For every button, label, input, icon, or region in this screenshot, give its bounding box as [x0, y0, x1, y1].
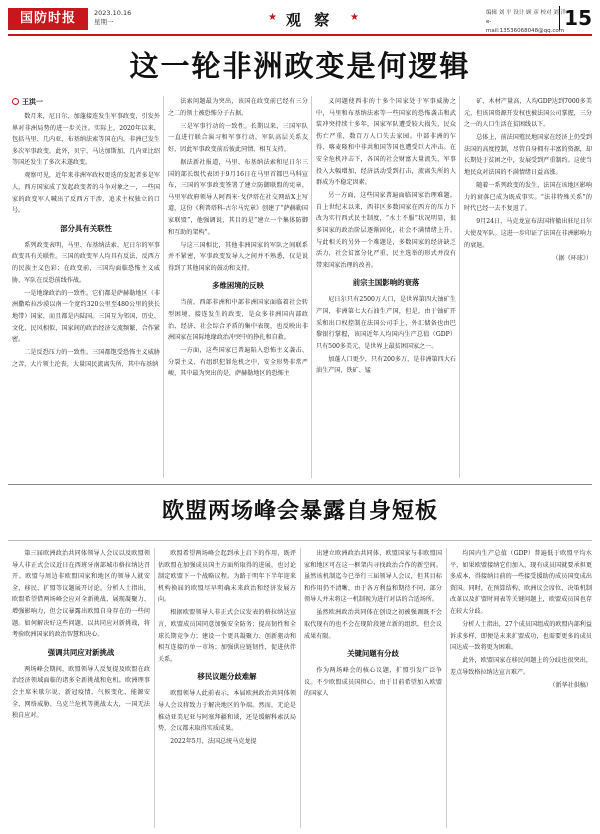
issue-date [94, 9, 131, 27]
paragraph: 二是反恐压力的一致性。三国都饱受恐怖主义威胁之苦，大片领土沦丧，大量国民流离失所，其中布基纳 [12, 349, 160, 368]
top-story-column-4 [464, 96, 592, 478]
paragraph: 出建立欧洲政治共同体，欧盟国家与非欧盟国家和地区可在这一框架内寻找政治合作的新空间。虽然该机制迄今已举行三届领导人会议，但其目标和作用仍不清晰，由于各方利益和期待不同，部分领导人并未将这一机制视为进行对话的合适场所。 [304, 550, 442, 604]
subheading: 移民议题分歧难解 [197, 672, 257, 682]
paragraph: 9月24日，马克龙宣布法国将撤出驻尼日尔大使及军队。这进一步印证了法国在非洲影响力的衰退。 [464, 218, 592, 249]
paragraph: 矿、木材产量高，人均GDP达到7000多美元，但该国资源开发权也被法国公司掌握，三分之一的人口生活在贫困线以下。 [464, 98, 592, 129]
editor-email: e-mail:13536068048@qq.com [486, 19, 565, 34]
paragraph: 数月来，尼日尔、加蓬接连发生军事政变，引发外界对非洲局势的进一步关注。实际上，2020年以来，包括马里、几内亚、布基纳法索等国在内，非洲已发生多次军事政变。此外，贝宁、马达加斯加、几内亚比绍等国还发生了多次未遂政变。 [12, 113, 160, 167]
masthead [8, 6, 592, 34]
circle-icon [12, 98, 19, 105]
paragraph: 当前，西部非洲和中部非洲国家面临着社会转型困境，接连发生的政变，是众多非洲国内部政治、经济、社会综合矛盾的集中表现，也反映出非洲国家在国际地缘政治冲突中的挣扎和自救。 [168, 299, 308, 342]
paragraph: 义问题使西非的十多个国家处于军事威胁之中，马里和布基纳法索等一些国家的恐怖袭击和武装冲突持续十多年，国家军队遭受较大损失，民众伤亡严重，数百万人口失去家园。中部非洲的乍得、喀麦隆和中非共和国等国也遭受巨大冲击。在安全危机冲击下，各国的社会财富大量流失，军事投入大幅增加，经济活动受到打击，流离失所的人群成为不稳定因素。 [316, 98, 456, 187]
paragraph: 作为两场峰会的核心议题，扩盟引发广泛争议。不少欧盟成员国担心，由于目前希望加入欧盟的国家人 [304, 667, 442, 698]
subheading: 部分具有关联性 [60, 223, 112, 233]
bottom-story-column-3 [304, 548, 442, 828]
bottom-story-column-2 [158, 548, 296, 828]
column-rule [446, 548, 447, 828]
editors-info [486, 9, 566, 36]
subheading: 关键问题有分歧 [347, 649, 399, 659]
source-credit: （新华社供稿） [549, 682, 592, 690]
paragraph: 加蓬人口更少，只有200多万，是非洲第四大石油生产国，铁矿、锰 [316, 355, 456, 375]
top-story-column-3 [316, 96, 456, 478]
paragraph: 一方面，这些国家已普遍陷入恐怖主义袭击、分裂主义、有组织犯罪危机之中，安全形势非常严峻，其中最为突出的是，萨赫勒地区的恐怖主 [168, 347, 308, 378]
star-icon: ★ [268, 12, 277, 23]
subheading: 多维困境的反映 [212, 281, 264, 291]
column-rule [154, 548, 155, 828]
paragraph: 与这三国相比，其他非洲国家的军队之间联系并不紧密，军事政变发导人之间并不熟悉，仅是说得到了其他国家的鼓动和支持。 [168, 241, 308, 272]
subheading: 强调共同应对新挑战 [47, 647, 115, 657]
paragraph: 虽然欧洲政治共同体在创设之初被强调既不会取代现有的也不会在现阶段建立新的组织，但会议成果有限。 [304, 609, 442, 640]
bottom-story-headline: 欧盟两场峰会暴露自身短板 [161, 499, 438, 524]
headline-rule [8, 540, 592, 541]
paragraph: 另一方面，这些国家普遍面临国家治理难题。自上世纪末以来，西非区多数国家在西方的压力下改为实行西式民主制度，“水土不服”状况明显，很多国家的政治阶层逐渐固化，社会不满情绪上升。与此相关的另外一个难题是，多数国家的经济缺乏活力，社会贫富分化严重，民主选举的形式并没有带来国家治理的改善。 [316, 192, 456, 269]
paragraph: 系列政变表明，马里、布基纳法索、尼日尔的军事政变具有关联性。三国的政变军人均具有反法、反西方的民族主义色彩；在政变前，三国均面临恐怖主义威胁，军队在反恐前线作战。 [12, 241, 160, 284]
top-story-column-1 [12, 96, 160, 478]
paragraph: 两场峰会期间，欧盟领导人反复提及欧盟在政治经济领域面临的诸多全新挑战和危机。欧洲理事会主席米歇尔说，新冠疫情、气候变化、能源安全、网络威胁、乌克兰危机等挑战太大，一国无法独自应对。 [12, 665, 150, 720]
header-rule [8, 34, 592, 36]
top-story-headline: 这一轮非洲政变是何逻辑 [129, 49, 471, 83]
top-story-column-2 [168, 96, 308, 478]
paragraph: 分析人士指出，27个成员国组成的欧盟内部利益诉求多样，即便是未来扩盟成功，也需要更多的成员国达成一致将更为困难。 [450, 621, 592, 652]
column-rule [311, 96, 312, 478]
paragraph: 欧盟希望两场峰会起到承上启下的作用，既评估欧盟在加强成员国主方面所取得的进展，也讨论制定欧盟下一个战略议程。为路于明年下半年迎来机构换届的欧盟尽早明确未来政治和经济发展方向。 [158, 550, 296, 604]
paragraph: 尼日尔只有2500万人口，是世界第四大铀矿生产国，非洲第七大石油生产国，但是，由于铀矿开采和出口权控制在法国公司手上，外汇储备也由巴黎银行掌握，该国近年人均国内生产总值（GDP）只有500多美元，是世界上最贫困国家之一。 [316, 296, 456, 350]
paragraph: 均国内生产总值（GDP）普遍低于欧盟平均水平，如果欧盟接纳它们加入，现有成员国就要承担更多成本，得接纳目前的一些接受援助的成员国变成出资国。同时，在预算结构、欧洲议会席位、决策机制改革以及扩盟时间表等关键问题上，欧盟成员国也存在较大分歧。 [450, 550, 592, 615]
paragraph: 三是军事行动的一致性。长期以来，三国军队一直进行联合演习和军事行动，军队高层关系友好，因此军事政变前后彼此同情、相互支持。 [168, 122, 308, 153]
weekday-text: 星期一 [94, 18, 114, 26]
paragraph: 法索问题最为突出，该国在政变前已经有三分之二的领土被恐怖分子占据。 [168, 98, 308, 117]
paragraph: 一是地缘政治的一致性。它们都是萨赫勒地区（非洲撒哈拉沙漠以南一个宽约320公里至480公里的狭长地带）国家，而且都是内陆国。三国互为邻国，历史、文化、民风相似，国家间的政治经济交流频繁，合作紧密。 [12, 289, 160, 344]
section-title: 观 察 [286, 11, 334, 29]
subheading: 前宗主国影响的衰落 [352, 278, 420, 288]
bottom-story-column-4 [450, 548, 592, 828]
author-byline [12, 96, 160, 109]
paragraph: 此外，欧盟国家在移民问题上的分歧也很突出，差点导致格拉纳达宣言难产。 [450, 657, 592, 676]
date-text: 2023.10.16 [94, 9, 132, 17]
page-number: 15 [559, 6, 592, 30]
bottom-story-column-1 [12, 548, 150, 828]
source-credit: （据《环球》） [552, 254, 592, 262]
paragraph: 随着一系列政变的发生，法国在该地区影响力的衰落已成为既成事实。“法非特殊关系”的时代已经一去不复返了。 [464, 182, 592, 213]
newspaper-logo: 国防时报 [8, 8, 88, 30]
story-divider [8, 484, 592, 485]
paragraph: 欧盟领导人此前表示，本届欧洲政治共同体领导人会议将致力于解决地区的争端。然而，无论是推动亚美尼亚与阿塞拜疆和谈，还是缓解科索沃局势，会议都未取得实质成果。 [158, 690, 296, 733]
paragraph: 2022年5月，法国总统马克龙提 [170, 738, 257, 746]
column-rule [459, 96, 460, 478]
paragraph: 据法新社报道，马里、布基纳法索和尼日尔三国的部长级代表团于9月16日在马里首都巴马科宣布，三国的军事政变签署了建立防御联盟的宪章，马里军政府领导人阿西米·戈伊塔在社交网站X上写道，这份《利普塔科-古尔马宪章》创建了“萨赫勒国家联盟”，他强调说，其目的是“建立一个集体防御和互助的架构”。 [168, 158, 308, 236]
author-name: 王洪一 [22, 98, 43, 106]
paragraph: 观察可见，近年来非洲军政权更迭的发起者多是军人，西方国家成了发起政变者的斗争对象之一，一些国家的政变军人喊出了反西方干涉、追求主权独立的口号。 [12, 172, 160, 215]
editors-line: 编辑 刘 平 设计 顾 彦 校对 刘 洋 [486, 10, 566, 16]
paragraph: 第三届欧洲政治共同体领导人会议以及欧盟领导人非正式会议近日在西班牙南部城市格拉纳达召开。欧盟与周边非欧盟国家和地区的领导人就安全、移民、扩盟等议题展开讨论。分析人士指出，欧盟希望借两场峰会应对全新挑战、展现凝聚力、增强影响力，但会议暴露出欧盟自身存在的一些问题。如何解决好这些问题，以共同应对新挑战，将考验欧洲国家的政治智慧和决心。 [12, 550, 150, 639]
column-rule [300, 548, 301, 828]
paragraph: 总体上，前法国殖民地国家在经济上仍受到法国的高度控制，尽管自身拥有丰富的资源，却长期处于贫困之中，发展受到严重制约。这使当地民众对法国的不满情绪日益高涨。 [464, 134, 592, 177]
column-rule [163, 96, 164, 478]
paragraph: 根据欧盟领导人非正式会议发表的格拉纳达宣言，欧盟成员国同意加强安全防务；提高韧性和全球长期竞争力；建设一个更具凝聚力、创新驱动和相互连接的单一市场；加强供应链韧性，促进伙伴关系。 [158, 609, 296, 663]
star-icon: ★ [350, 12, 359, 23]
